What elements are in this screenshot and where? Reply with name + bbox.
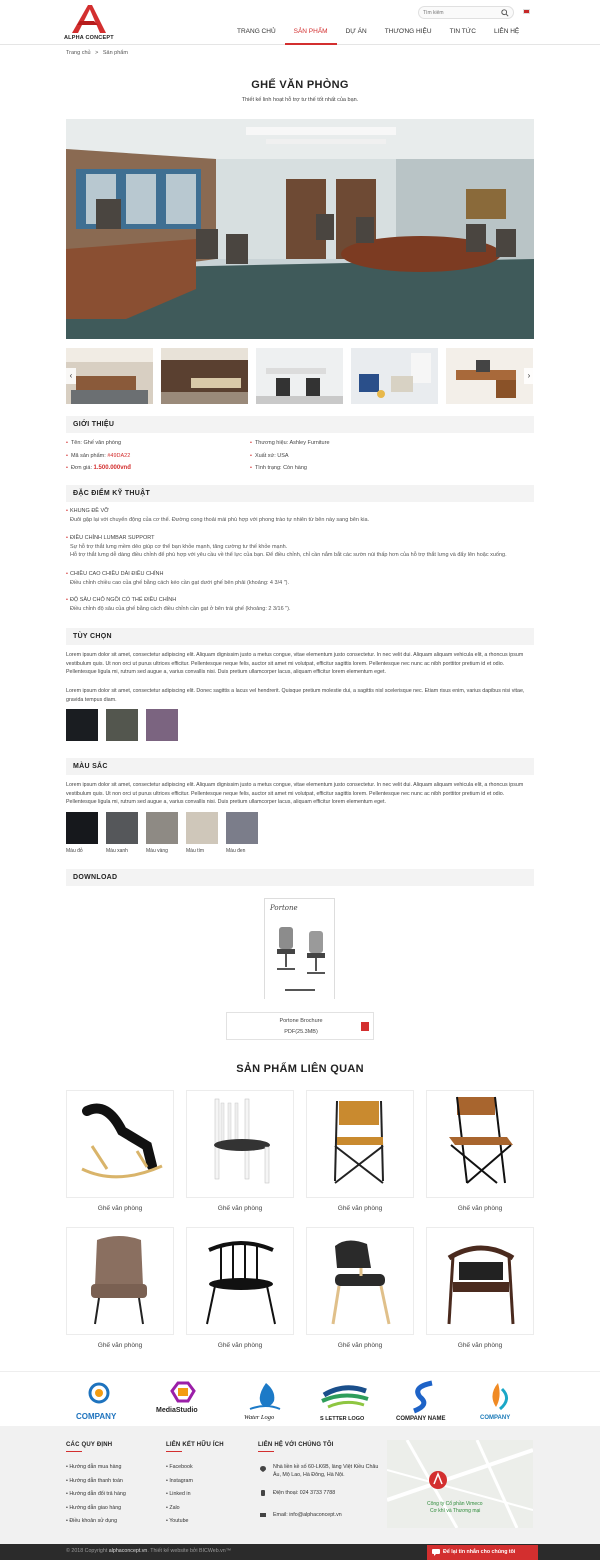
spec-title: ĐIỀU CHỈNH LUMBAR SUPPORT	[69, 535, 155, 541]
options-heading: TÙY CHỌN	[73, 633, 112, 640]
nav-products[interactable]: SẢN PHẨM	[285, 27, 337, 45]
site-header	[0, 0, 600, 45]
spec-text: Điều chỉnh độ sâu của ghế bằng cách điều chỉnh cần gạt ở bên trái ghế (khoảng: 2 3/16 ").	[70, 605, 291, 612]
bistro-chair-image	[427, 1091, 533, 1197]
related-product-name[interactable]: Ghế văn phòng	[337, 1342, 383, 1349]
name-value: Ghế văn phòng	[83, 440, 122, 446]
download-file-size: PDF(25.3MB)	[284, 1029, 318, 1035]
related-product-card[interactable]	[306, 1227, 414, 1335]
map-image	[387, 1440, 533, 1528]
search-input[interactable]	[423, 8, 497, 18]
chat-button[interactable]	[427, 1545, 538, 1560]
footer-links-list	[166, 1461, 193, 1529]
spec-text: Hỗ trợ thắt lưng dễ dàng điều chỉnh để phù hợp với yêu cầu về thể lực của bạn. Để điều chỉnh, chỉ cần nắm bắt các sườn núi thấp hơn của hỗ trợ thắt lưng và đẩy lên hoặc xuống.	[70, 552, 507, 558]
breadcrumb-current: Sản phẩm	[102, 50, 128, 56]
partner-logo[interactable]	[232, 1379, 312, 1423]
map-label-2: Cơ khí và Thương mại	[430, 1508, 481, 1514]
related-product-name[interactable]: Ghế văn phòng	[217, 1342, 263, 1349]
thumb-prev-arrow-icon[interactable]: ‹	[66, 368, 76, 384]
brochure-chairs-image	[265, 919, 334, 999]
footer-contact-title: LIÊN HỆ VỚI CHÚNG TÔI	[258, 1442, 334, 1448]
footer-link[interactable]: • Instagram	[166, 1475, 193, 1489]
partner-logo-text: COMPANY NAME	[396, 1416, 446, 1422]
related-product-name[interactable]: Ghế văn phòng	[97, 1342, 143, 1349]
code-label: Mã sản phẩm:	[70, 452, 106, 459]
copyright-domain-link[interactable]: alphaconcept.vn	[108, 1548, 148, 1554]
colors-paragraph: Lorem ipsum dolor sit amet, consectetur adipiscing elit. Aliquam dignissim justo a metus congue, vitae elementum justo consectetur. In nec velit dui. Aliquam aliquam vehicula elit, a rhoncus ipsum vestibulum quis. Ut non orci ut purus ultrices efficitur. Pellentesque neque felis, auctor sit amet mi volutpat, efficitur sagittis lorem. Pellentesque nec nunc ac nibh porttitor pretium id et odio. Pellentesque ligula mi, rutrum sed augue a, varius convallis nisi. Duis pretium ullamcorper lacus, aliquam efficitur lorem elementum eget.	[66, 782, 524, 805]
round-back-chair-image	[427, 1228, 533, 1334]
related-product-card[interactable]	[426, 1227, 534, 1335]
page-subtitle: Thiết kế linh hoạt hỗ trợ tư thế tốt nhất của bạn.	[241, 97, 359, 103]
footer-policies-title: CÁC QUY ĐỊNH	[66, 1442, 113, 1448]
color-swatch-label: Màu đỏ	[66, 848, 83, 854]
main-nav	[228, 27, 528, 45]
download-heading: DOWNLOAD	[73, 874, 118, 881]
related-product-card[interactable]	[66, 1227, 174, 1335]
location-map[interactable]	[387, 1440, 533, 1528]
partner-logo-text: COMPANY	[480, 1415, 511, 1421]
color-swatch-label: Màu tím	[186, 848, 205, 854]
color-swatch-label: Màu đen	[226, 848, 246, 854]
thumbnail-5[interactable]	[446, 348, 533, 404]
spec-text: Điều chỉnh chiều cao của ghế bằng cách kéo cần gạt dưới ghế bên phải (khoảng: 4 3/4 ").	[70, 579, 290, 586]
footer-policies-list	[66, 1461, 126, 1529]
pdf-icon[interactable]	[361, 1022, 369, 1031]
nav-home[interactable]: TRANG CHỦ	[237, 28, 276, 35]
spec-title: ĐỘ SÂU CHỖ NGỒI CÓ THỂ ĐIỀU CHỈNH	[69, 597, 177, 603]
intro-heading-bar	[66, 416, 534, 433]
price-label: Đơn giá:	[70, 465, 92, 471]
colors-heading-bar	[66, 758, 534, 775]
nav-news[interactable]: TIN TỨC	[449, 28, 476, 35]
search-box[interactable]	[418, 6, 514, 19]
intro-right-column: • Thương hiệu: Ashley Furniture • Xuất xứ: USA • Tình trạng: Còn hàng	[250, 440, 330, 471]
related-product-name[interactable]: Ghế văn phòng	[457, 1205, 503, 1212]
specs-heading: ĐẶC ĐIỂM KỸ THUẬT	[73, 490, 151, 497]
logo-mark-icon	[64, 3, 124, 35]
thumbnail-4[interactable]	[351, 348, 438, 404]
origin-value: USA	[277, 452, 289, 459]
footer-link[interactable]: • Facebook	[166, 1461, 193, 1475]
brand-value: Ashley Furniture	[289, 440, 330, 446]
thumb-next-arrow-icon[interactable]: ›	[524, 368, 534, 384]
thumbnail-1[interactable]	[66, 348, 153, 404]
partner-logos	[0, 1371, 600, 1426]
spec-item: • CHIỀU CAO CHIỀU DÀI ĐIỀU CHỈNH Điều chỉnh chiều cao của ghế bằng cách kéo cần gạt dưới ghế bên phải (khoảng: 4 3/4 ").	[66, 570, 534, 587]
related-product-name[interactable]: Ghế văn phòng	[97, 1205, 143, 1212]
folding-wood-chair-image	[307, 1091, 413, 1197]
color-swatch-label: Màu xanh	[106, 848, 128, 854]
related-product-name[interactable]: Ghế văn phòng	[337, 1205, 383, 1212]
nav-projects[interactable]: DỰ ÁN	[345, 28, 367, 35]
windsor-chair-image	[187, 1228, 293, 1334]
spec-item: • KHUNG ĐỀ VỠ Đuôi gập lại với chuyển động của cơ thể. Đường cong thoải mái phù hợp với phong trào tự nhiên từ bên này sang bên kia.	[66, 507, 534, 524]
specs-heading-bar	[66, 485, 534, 502]
shell-chair-image	[307, 1228, 413, 1334]
options-paragraph-1: Lorem ipsum dolor sit amet, consectetur adipiscing elit. Aliquam dignissim justo a metus congue, vitae elementum justo consectetur. In nec velit dui. Aliquam aliquam vehicula elit, a rhoncus ipsum vestibulum quis. Ut non orci ut purus ultrices efficitur. Pellentesque neque felis, auctor sit amet mi volutpat, efficitur sagittis lorem. Pellentesque nec nunc ac nibh porttitor pretium id et odio. Pellentesque ligula mi, rutrum sed augue a, varius convallis nisi. Duis pretium ullamcorper lacus, aliquam efficitur lorem elementum eget.	[66, 652, 524, 675]
map-label-1: Công ty Cổ phần Vimeco	[427, 1501, 483, 1507]
related-product-name[interactable]: Ghế văn phòng	[217, 1205, 263, 1212]
brochure-cover[interactable]	[264, 898, 335, 999]
alpha-concept-logo[interactable]	[64, 3, 124, 43]
footer-link[interactable]: • Youtube	[166, 1515, 193, 1529]
color-swatch[interactable]	[106, 812, 138, 844]
origin-label: Xuất xứ:	[254, 452, 276, 459]
copyright-design: . Thiết kế website bởi BICWeb.vn™	[147, 1548, 232, 1554]
partner-logo[interactable]	[148, 1379, 228, 1423]
spec-item: • ĐỘ SÂU CHỖ NGỒI CÓ THỂ ĐIỀU CHỈNH Điều chỉnh độ sâu của ghế bằng cách điều chỉnh cần gạt ở bên trái ghế (khoảng: 2 3/16 ").	[66, 596, 534, 613]
spec-text: Sự hỗ trợ thắt lưng mềm dẻo giúp cơ thể bạn khỏe mạnh, tăng cường tư thế khỏe mạnh.	[70, 543, 288, 550]
download-file-name: Portone Brochure	[279, 1018, 323, 1024]
color-swatch[interactable]	[186, 812, 218, 844]
spec-title: KHUNG ĐỀ VỠ	[69, 508, 109, 514]
status-label: Tình trạng:	[254, 465, 282, 471]
hero-office-image	[66, 119, 534, 339]
footer-link[interactable]: • Hướng dẫn đổi trả hàng	[66, 1488, 126, 1502]
location-icon	[260, 1466, 266, 1472]
color-swatch[interactable]	[226, 812, 258, 844]
chat-button-label: Để lại tin nhắn cho chúng tôi	[443, 1549, 516, 1555]
thumbnail-2[interactable]	[161, 348, 248, 404]
status-value: Còn hàng	[283, 465, 307, 471]
color-swatch[interactable]	[146, 812, 178, 844]
footer-address: Nhà liền kề số 60-LK6B, làng Việt Kiều Châu Âu, Mộ Lao, Hà Đông, Hà Nội.	[273, 1464, 379, 1478]
email-icon	[260, 1512, 266, 1518]
related-product-card[interactable]	[66, 1090, 174, 1198]
related-product-card[interactable]	[426, 1090, 534, 1198]
price-value: 1.500.000vnđ	[93, 465, 131, 471]
related-product-card[interactable]	[306, 1090, 414, 1198]
color-swatch[interactable]	[66, 812, 98, 844]
options-heading-bar	[66, 628, 534, 645]
partner-logo[interactable]	[472, 1379, 552, 1423]
partner-logo-text: Water Logo	[244, 1414, 275, 1421]
white-chair-image	[187, 1091, 293, 1197]
rocking-chair-image	[67, 1091, 173, 1197]
download-heading-bar	[66, 869, 534, 886]
copyright-prefix: © 2018 Copyright	[66, 1548, 108, 1554]
thumbnail-strip	[66, 348, 534, 404]
partner-logo[interactable]	[64, 1379, 144, 1423]
intro-heading: GIỚI THIỆU	[73, 421, 115, 428]
related-product-card[interactable]	[186, 1090, 294, 1198]
nav-brands[interactable]: THƯƠNG HIỆU	[384, 28, 432, 35]
copyright-text	[66, 1548, 231, 1554]
related-heading: SẢN PHẨM LIÊN QUAN	[236, 1063, 364, 1075]
footer-link[interactable]: • Hướng dẫn giao hàng	[66, 1502, 126, 1516]
footer-link[interactable]: • Zalo	[166, 1502, 193, 1516]
search-icon[interactable]	[501, 9, 509, 17]
language-flag-icon[interactable]	[523, 9, 530, 14]
related-product-card[interactable]	[186, 1227, 294, 1335]
option-swatch[interactable]	[146, 709, 178, 741]
footer-email[interactable]: Email: info@alphaconcept.vn	[273, 1512, 342, 1518]
partner-logo-text: COMPANY	[76, 1412, 117, 1421]
brochure-cover-title: Portone	[270, 904, 298, 912]
download-file-box[interactable]	[226, 1012, 374, 1040]
footer-link[interactable]: • Hướng dẫn thanh toán	[66, 1475, 126, 1489]
spec-text: Đuôi gập lại với chuyển động của cơ thể. Đường cong thoải mái phù hợp với phong trào tự nhiên từ bên này sang bên kia.	[70, 516, 370, 523]
options-paragraph-2: Lorem ipsum dolor sit amet, consectetur adipiscing elit. Donec sagittis a lacus vel hendrerit. Quisque pretium molestie dui, a sagittis nisl scelerisque nec. Etiam risus enim, varius dapibus nisi vitae, gravida tempus diam.	[66, 688, 525, 703]
intro-left-column: • Tên: Ghế văn phòng • Mã sản phẩm: #49DA22 • Đơn giá: 1.500.000vnđ	[66, 440, 131, 471]
spec-item: • ĐIỀU CHỈNH LUMBAR SUPPORT Sự hỗ trợ thắt lưng mềm dẻo giúp cơ thể bạn khỏe mạnh, tăng cường tư thế khỏe mạnh. Hỗ trợ thắt lưng dễ dàng điều chỉnh để phù hợp với yêu cầu về thể lực của bạn. Để điều chỉnh, chỉ cần nắm bắt các sườn núi thấp hơn của hỗ trợ thắt lưng và đẩy lên hoặc xuống.	[66, 534, 534, 560]
partner-logo[interactable]	[392, 1379, 472, 1423]
partner-logo-text: MediaStudio	[156, 1407, 198, 1414]
chat-bubble-icon	[432, 1549, 440, 1556]
color-swatch-label: Màu vàng	[146, 848, 168, 854]
breadcrumb	[66, 50, 131, 56]
footer-links-title: LIÊN KẾT HỮU ÍCH	[166, 1442, 224, 1448]
breadcrumb-home[interactable]: Trang chủ	[66, 50, 91, 56]
nav-contact[interactable]: LIÊN HỆ	[493, 28, 520, 35]
footer-link[interactable]: • Điều khoản sử dụng	[66, 1515, 126, 1529]
colors-heading: MÀU SẮC	[73, 763, 108, 770]
code-value: #49DA22	[107, 452, 131, 459]
spec-title: CHIỀU CAO CHIỀU DÀI ĐIỀU CHỈNH	[69, 571, 164, 577]
related-product-name[interactable]: Ghế văn phòng	[457, 1342, 503, 1349]
page-title: GHẾ VĂN PHÒNG	[251, 79, 349, 91]
thumbnail-3[interactable]	[256, 348, 343, 404]
armchair-image	[67, 1228, 173, 1334]
partner-logo-text: S LETTER LOGO	[320, 1416, 365, 1422]
option-swatch[interactable]	[106, 709, 138, 741]
breadcrumb-separator: >	[95, 50, 99, 56]
partner-logo[interactable]	[314, 1379, 394, 1423]
option-swatch[interactable]	[66, 709, 98, 741]
phone-icon	[260, 1490, 266, 1496]
footer-phone[interactable]: Điện thoại: 024 3733 7788	[273, 1490, 336, 1496]
footer-link[interactable]: • Linked in	[166, 1488, 193, 1502]
name-label: Tên:	[70, 440, 82, 446]
footer-link[interactable]: • Hướng dẫn mua hàng	[66, 1461, 126, 1475]
brand-label: Thương hiệu:	[254, 440, 289, 446]
logo-text: ALPHA CONCEPT	[64, 35, 114, 41]
